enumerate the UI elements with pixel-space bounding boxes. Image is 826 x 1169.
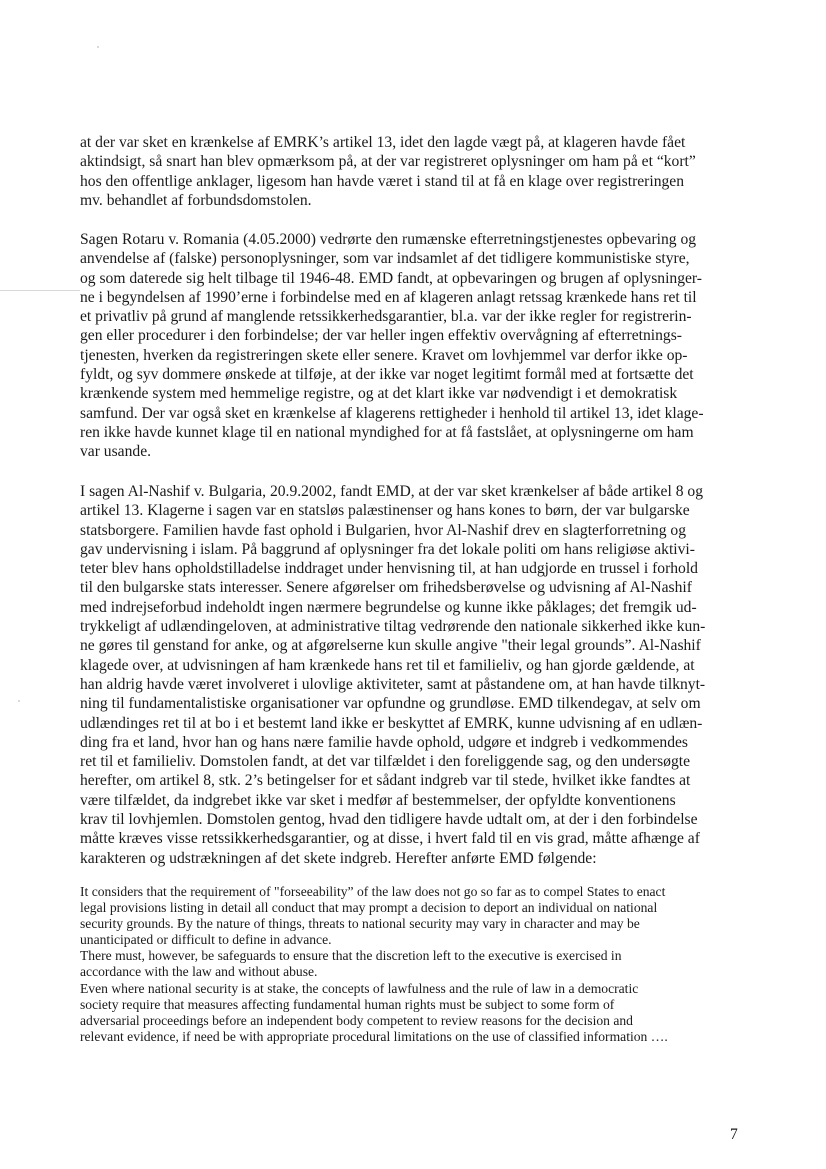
text-line: gav undervisning i islam. På baggrund af oplysninger fra det lokale politi om hans religiøse aktivi- — [80, 540, 695, 558]
quote-line: Even where national security is at stake, the concepts of lawfulness and the rule of law in a democratic — [80, 980, 639, 996]
text-line: han aldrig havde været involveret i ulovlige aktiviteter, samt at påstandene om, at han havde tilknyt- — [80, 675, 706, 693]
text-line: karakteren og udstrækningen af det skete indgreb. Herefter anførte EMD følgende: — [80, 849, 597, 867]
quote-line: There must, however, be safeguards to ensure that the discretion left to the executive is exercised in — [80, 948, 622, 964]
quote-line: security grounds. By the nature of things, threats to national security may vary in character and may be — [80, 916, 640, 932]
text-line: ning til fundamentalistiske organisationer var opfundne og grundløse. EMD tilkendegav, at selv om — [80, 695, 701, 713]
paragraph-emrk-article-13 — [80, 133, 752, 210]
text-line: ret til et familieliv. Domstolen fandt, at det var tilfældet i den foreliggende sag, og den undersøgte — [80, 753, 691, 771]
text-line: ne i begyndelsen af 1990’erne i forbindelse med en af klageren anlagt retssag krænkede hans ret til — [80, 288, 697, 306]
text-line: ne gøres til genstand for anke, og at afgørelserne kun skulle angive "their legal grounds”. Al-Nashif — [80, 637, 701, 655]
text-line: Sagen Rotaru v. Romania (4.05.2000) vedrørte den rumænske efterretningstjenestes opbevaring og — [80, 231, 697, 248]
paragraph-al-nashif-v-bulgaria — [80, 482, 752, 868]
text-line: teter blev hans opholdstilladelse inddraget under henvisning til, at han udgjorde en trussel i forhold — [80, 560, 698, 578]
text-line: mv. behandlet af forbundsdomstolen. — [80, 191, 312, 209]
text-line: måtte kræves visse retssikkerhedsgarantier, og at disse, i hvert fald til en vis grad, måtte afhænge af — [80, 830, 700, 848]
text-line: aktindsigt, så snart han blev opmærksom på, at der var registreret oplysninger om ham på et “kort” — [80, 153, 696, 171]
text-line: til den bulgarske stats interesser. Senere afgørelser om frihedsberøvelse og udvisning af Al-Nashif — [80, 579, 692, 597]
text-line: anvendelse af (falske) personoplysninger, som var indsamlet af det tidligere kommunistiske styre, — [80, 250, 690, 268]
quote-line: legal provisions listing in detail all conduct that may prompt a decision to deport an individual on national — [80, 900, 658, 916]
paragraph-rotaru-v-romania — [80, 230, 752, 462]
text-line: og som daterede sig helt tilbage til 1946-48. EMD fandt, at opbevaringen og brugen af oplysninger- — [80, 269, 702, 287]
text-line: et privatliv på grund af manglende retssikkerhedsgarantier, bl.a. var der ikke regler for registrerin- — [80, 308, 692, 326]
quote-line: society require that measures affecting fundamental human rights must be subject to some form of — [80, 996, 615, 1012]
text-line: være tilfældet, da indgrebet ikke var sket i medfør af bestemmelser, der opfyldte konventionens — [80, 791, 676, 809]
text-line: med indrejseforbud indeholdt ingen nærmere begrundelse og kunne ikke påklages; det fremgik ud- — [80, 598, 697, 616]
scan-artifact-line — [0, 290, 80, 291]
scan-artifact-dot — [18, 700, 20, 702]
quote-line: unanticipated or difficult to define in advance. — [80, 932, 332, 948]
text-line: tjenesten, hverken da registreringen skete eller senere. Kravet om lovhjemmel var derfor ikke op- — [80, 346, 688, 364]
text-line: gen eller procedurer i den forbindelse; der var heller ingen effektiv overvågning af efterretnings- — [80, 327, 682, 345]
text-line: ren ikke havde kunnet klage til en national myndighed for at få fastslået, at oplysningerne om ham — [80, 423, 694, 441]
text-line: var usande. — [80, 443, 152, 461]
text-line: trykkeligt af udlændingeloven, at administrative tiltag vedrørende den nationale sikkerhed ikke kun- — [80, 618, 706, 636]
text-line: klagede over, at udvisningen af ham krænkede hans ret til et familieliv, og han gjorde gældende, at — [80, 656, 695, 674]
text-line: krænkende system med hemmelige registre, og at det klart ikke var nødvendigt i et demokratisk — [80, 385, 678, 403]
text-line: at der var sket en krænkelse af EMRK’s artikel 13, idet den lagde vægt på, at klageren havde fået — [80, 134, 686, 151]
text-line: statsborgere. Familien havde fast ophold i Bulgarien, hvor Al-Nashif drev en slagterforretning og — [80, 521, 686, 539]
text-line: I sagen Al-Nashif v. Bulgaria, 20.9.2002, fandt EMD, at der var sket krænkelser af både artikel 8 og — [80, 483, 703, 500]
scan-artifact-dot — [97, 46, 99, 48]
text-line: artikel 13. Klagerne i sagen var en statsløs palæstinenser og hans kones to børn, der var bulgarske — [80, 502, 690, 520]
text-line: ding fra et land, hvor han og hans nære familie havde ophold, udgøre et indgreb i vedkommendes — [80, 733, 688, 751]
quote-line: adversarial proceedings before an independent body competent to review reasons for the decision and — [80, 1012, 633, 1028]
text-line: udlændinges ret til at bo i et bestemt land ikke er beskyttet af EMRK, kunne udvisning af en udlæn- — [80, 714, 703, 732]
quoted-judgment-excerpt — [80, 884, 752, 1045]
text-line: herefter, om artikel 8, stk. 2’s betingelser for et sådant indgreb var til stede, hvilket ikke fandtes at — [80, 772, 691, 790]
quote-line: accordance with the law and without abuse. — [80, 964, 318, 980]
quote-line: relevant evidence, if need be with appropriate procedural limitations on the use of classified information …. — [80, 1028, 668, 1044]
page-number: 7 — [730, 1126, 738, 1143]
text-line: krav til lovhjemlen. Domstolen gentog, hvad den tidligere havde udtalt om, at der i den forbindelse — [80, 811, 698, 829]
text-line: fyldt, og syv dommere ønskede at tilføje, at der ikke var noget legitimt formål med at fortsætte det — [80, 366, 694, 384]
quote-line: It considers that the requirement of "forseeability” of the law does not go so far as to compel States to enact — [80, 884, 666, 899]
text-line: hos den offentlige anklager, ligesom han havde været i stand til at få en klage over registreringen — [80, 172, 685, 190]
text-line: samfund. Der var også sket en krænkelse af klagerens rettigheder i henhold til artikel 13, idet klage- — [80, 404, 704, 422]
